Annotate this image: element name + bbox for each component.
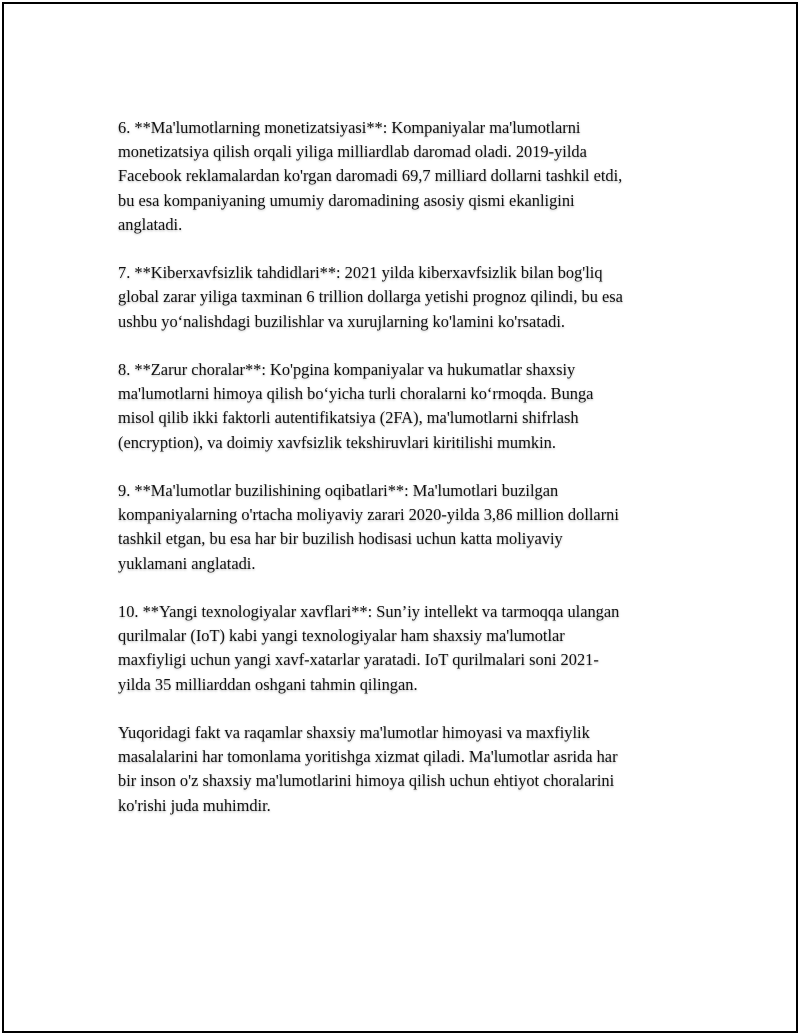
paragraph-item-10 bbox=[118, 600, 698, 697]
text-line: yilda 35 milliarddan oshgani tahmin qilingan. bbox=[118, 674, 418, 694]
document-body bbox=[118, 116, 698, 842]
text-line: anglatadi. bbox=[118, 214, 183, 234]
paragraph-item-7 bbox=[118, 261, 698, 334]
text-line: qurilmalar (IoT) kabi yangi texnologiyalar ham shaxsiy ma'lumotlar bbox=[118, 626, 565, 646]
paragraph-conclusion bbox=[118, 721, 698, 818]
text-line: tashkil etgan, bu esa har bir buzilish hodisasi uchun katta moliyaviy bbox=[118, 529, 563, 549]
text-line: ko'rishi juda muhimdir. bbox=[118, 795, 271, 815]
text-line: misol qilib ikki faktorli autentifikatsiya (2FA), ma'lumotlarni shifrlash bbox=[118, 408, 579, 428]
paragraph-item-8 bbox=[118, 358, 698, 455]
paragraph-item-6 bbox=[118, 116, 698, 237]
text-line: maxfiyligi uchun yangi xavf-xatarlar yaratadi. IoT qurilmalari soni 2021- bbox=[118, 650, 599, 670]
text-line: yuklamani anglatadi. bbox=[118, 553, 256, 573]
paragraph-item-9 bbox=[118, 479, 698, 576]
text-line: (encryption), va doimiy xavfsizlik tekshiruvlari kiritilishi mumkin. bbox=[118, 432, 556, 452]
text-line: Yuqoridagi fakt va raqamlar shaxsiy ma'lumotlar himoyasi va maxfiylik bbox=[118, 723, 590, 742]
text-line: ushbu yo‘nalishdagi buzilishlar va xurujlarning ko'lamini ko'rsatadi. bbox=[118, 311, 566, 331]
text-line: bu esa kompaniyaning umumiy daromadining asosiy qismi ekanligini bbox=[118, 190, 575, 210]
text-line: kompaniyalarning o'rtacha moliyaviy zarari 2020-yilda 3,86 million dollarni bbox=[118, 505, 619, 525]
text-line: monetizatsiya qilish orqali yiliga milliardlab daromad oladi. 2019-yilda bbox=[118, 142, 587, 162]
text-line: Facebook reklamalardan ko'rgan daromadi 69,7 milliard dollarni tashkil etdi, bbox=[118, 166, 623, 186]
text-line: 10. **Yangi texnologiyalar xavflari**: Sun’iy intellekt va tarmoqqa ulangan bbox=[118, 602, 620, 621]
text-line: ma'lumotlarni himoya qilish bo‘yicha turli choralarni ko‘rmoqda. Bunga bbox=[118, 384, 594, 404]
text-line: 9. **Ma'lumotlar buzilishining oqibatlari**: Ma'lumotlari buzilgan bbox=[118, 481, 559, 500]
text-line: global zarar yiliga taxminan 6 trillion dollarga yetishi prognoz qilindi, bu esa bbox=[118, 287, 623, 307]
text-line: 8. **Zarur choralar**: Ko'pgina kompaniyalar va hukumatlar shaxsiy bbox=[118, 360, 576, 379]
text-line: masalalarini har tomonlama yoritishga xizmat qiladi. Ma'lumotlar asrida har bbox=[118, 747, 618, 767]
text-line: bir inson o'z shaxsiy ma'lumotlarini himoya qilish uchun ehtiyot choralarini bbox=[118, 771, 615, 791]
text-line: 6. **Ma'lumotlarning monetizatsiyasi**: Kompaniyalar ma'lumotlarni bbox=[118, 118, 581, 137]
text-line: 7. **Kiberxavfsizlik tahdidlari**: 2021 yilda kiberxavfsizlik bilan bog'liq bbox=[118, 263, 603, 283]
